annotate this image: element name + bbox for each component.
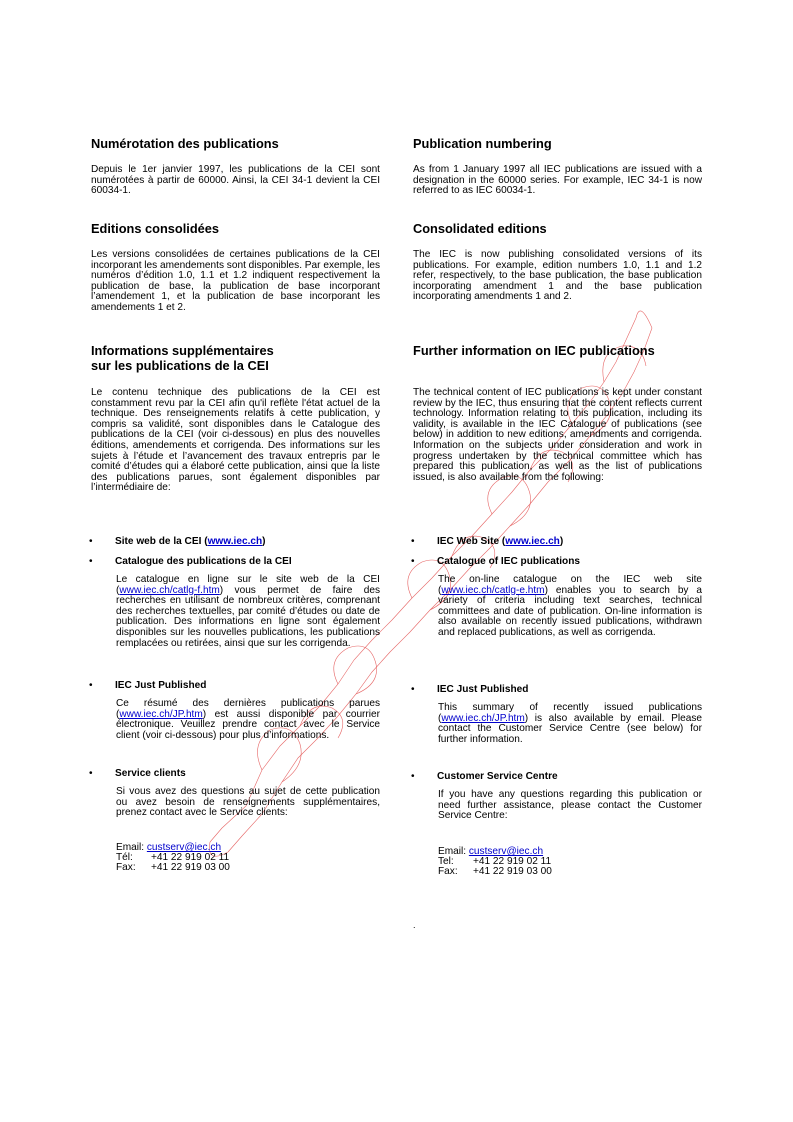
en-website-label-end: ) xyxy=(559,536,564,547)
en-email-link[interactable]: custserv@iec.ch xyxy=(468,846,544,857)
en-just-published-label: IEC Just Published xyxy=(437,684,529,695)
fr-email-label: Email: xyxy=(116,842,145,853)
fr-further-text: Le contenu technique des publications de la CEI est constamment revu par la CEI afin qu'il reflète l'état actuel de la technique. Des renseignements relatifs à cette publication, y compris sa validité, sont disponibles dans le Catalogue des publications de la CEI (voir ci-dessous) en plus des nouvelles éditions, amendements et corrigenda. Des informations sur les sujets à l’étude et l’avancement des travaux entrepris par le comité d’études qui a élaboré cette publication, ainsi que la liste des publications parues, sont également disponibles par l’intermédiaire de: xyxy=(91,387,380,494)
fr-further-heading-line2: sur les publications de la CEI xyxy=(91,358,269,373)
en-just-published-link[interactable]: www.iec.ch/JP.htm xyxy=(441,712,525,724)
en-contact-block xyxy=(438,847,552,878)
en-tel-value: +41 22 919 02 11 xyxy=(473,856,552,868)
bullet: • xyxy=(411,536,415,547)
en-further-heading: Further information on IEC publications xyxy=(413,343,655,358)
fr-service-label: Service clients xyxy=(115,768,186,779)
fr-website-label xyxy=(115,536,266,547)
fr-website-link[interactable]: www.iec.ch xyxy=(207,536,263,547)
en-catalogue-link[interactable]: www.iec.ch/catlg-e.htm xyxy=(441,584,545,596)
en-consolidated-text: The IEC is now publishing consolidated versions of its publications. For example, edition numbers 1.0, 1.1 and 1.2 refer, respectively, to the base publication, the base publication incorporating amendment 1 and the base publication incorporating amendments 1 and 2. xyxy=(413,249,702,303)
fr-further-heading xyxy=(91,343,274,373)
fr-tel-label: Tél: xyxy=(116,852,133,864)
fr-fax-label: Fax: xyxy=(116,862,136,874)
en-fax-row xyxy=(438,867,552,877)
en-consolidated-heading: Consolidated editions xyxy=(413,221,547,236)
en-just-published-text-after: ) is also available by email. Please contact the Customer Service Centre (see below) for further information. xyxy=(438,712,702,745)
en-website-label-text: IEC Web Site ( xyxy=(437,536,506,547)
en-catalogue-text-before: The on-line catalogue on the IEC web site ( xyxy=(438,574,702,596)
bullet: • xyxy=(411,684,415,695)
en-website-label xyxy=(437,536,563,547)
en-service-text: If you have any questions regarding this publication or need further assistance, please contact the Customer Service Centre: xyxy=(438,789,702,822)
fr-consolidated-heading: Editions consolidées xyxy=(91,221,219,236)
en-further-text: The technical content of IEC publications is kept under constant review by the IEC, thus ensuring that the content reflects current technology. Information relating to this publication, including its validity, is available in the IEC Catalogue of publications (see below) in addition to new editions, amendments and corrigenda. Information on the subjects under consideration and work in progress undertaken by the technical committee which has prepared this publication, as well as the list of publications issued, is also available from the following: xyxy=(413,387,702,483)
fr-catalogue-link[interactable]: www.iec.ch/catlg-f.htm xyxy=(119,584,220,596)
footer-mark: . xyxy=(413,920,416,930)
fr-numbering-heading: Numérotation des publications xyxy=(91,136,279,151)
fr-catalogue-text-after: ) vous permet de faire des recherches en utilisant de nombreux critères, comprenant des recherches textuelles, par comité d’études ou date de publication. Des informations en ligne sont également disponibles sur les nouvelles publications, les publications remplacées ou retirées, ainsi que sur les corrigenda. xyxy=(116,584,380,649)
bullet: • xyxy=(89,556,93,567)
fr-catalogue-text-before: Le catalogue en ligne sur le site web de la CEI ( xyxy=(116,574,380,596)
fr-just-published-text-after: ) est aussi disponible par courrier électronique. Veuillez prendre contact avec le Service client (voir ci-dessous) pour plus d’informations. xyxy=(116,708,380,741)
bullet: • xyxy=(89,680,93,691)
en-fax-label: Fax: xyxy=(438,866,458,878)
en-just-published-text xyxy=(438,703,702,745)
bullet: • xyxy=(89,768,93,779)
en-catalogue-label: Catalogue of IEC publications xyxy=(437,556,581,567)
en-tel-label: Tel: xyxy=(438,856,454,868)
fr-catalogue-label: Catalogue des publications de la CEI xyxy=(115,556,292,567)
fr-further-heading-line1: Informations supplémentaires xyxy=(91,343,274,358)
fr-just-published-text-before: Ce résumé des dernières publications parues ( xyxy=(116,698,380,720)
fr-consolidated-text: Les versions consolidées de certaines publications de la CEI incorporant les amendements sont disponibles. Par exemple, les numéros d’édition 1.0, 1.1 et 1.2 indiquent respectivement la publication de base, la publication de base incorporant l’amendement 1, et la publication de base incorporant les amendements 1 et 2. xyxy=(91,249,380,313)
fr-just-published-link[interactable]: www.iec.ch/JP.htm xyxy=(119,708,203,720)
en-numbering-heading: Publication numbering xyxy=(413,136,552,151)
bullet: • xyxy=(411,556,415,567)
fr-website-label-end: ) xyxy=(262,536,266,547)
en-numbering-text: As from 1 January 1997 all IEC publications are issued with a designation in the 60000 series. For example, IEC 34-1 is now referred to as IEC 60034-1. xyxy=(413,164,702,197)
en-fax-value: +41 22 919 03 00 xyxy=(473,866,552,878)
fr-tel-value: +41 22 919 02 11 xyxy=(151,852,230,864)
bullet: • xyxy=(411,771,415,782)
fr-fax-value: +41 22 919 03 00 xyxy=(151,862,230,874)
en-just-published-text-before: This summary of recently issued publications ( xyxy=(438,702,702,724)
fr-numbering-text: Depuis le 1er janvier 1997, les publications de la CEI sont numérotées à partir de 60000. Ainsi, la CEI 34-1 devient la CEI 60034-1. xyxy=(91,164,380,197)
fr-contact-block xyxy=(116,843,230,874)
en-email-label: Email: xyxy=(438,846,467,857)
bullet: • xyxy=(89,536,93,547)
fr-fax-row xyxy=(116,863,230,873)
fr-website-label-text: Site web de la CEI ( xyxy=(115,536,208,547)
en-catalogue-text-after: ) enables you to search by a variety of criteria including text searches, technical committees and date of publication. On-line information is also available on recently issued publications, withdrawn and replaced publications, as well as corrigenda. xyxy=(438,584,702,638)
en-catalogue-text xyxy=(438,575,702,639)
fr-email-link[interactable]: custserv@iec.ch xyxy=(146,842,222,853)
fr-just-published-label: IEC Just Published xyxy=(115,680,207,691)
fr-catalogue-text xyxy=(116,575,380,649)
en-website-link[interactable]: www.iec.ch xyxy=(505,536,560,547)
fr-service-text: Si vous avez des questions au sujet de cette publication ou avez besoin de renseignements supplémentaires, prenez contact avec le Service clients: xyxy=(116,786,380,819)
en-service-label: Customer Service Centre xyxy=(437,771,558,782)
fr-just-published-text xyxy=(116,699,380,741)
